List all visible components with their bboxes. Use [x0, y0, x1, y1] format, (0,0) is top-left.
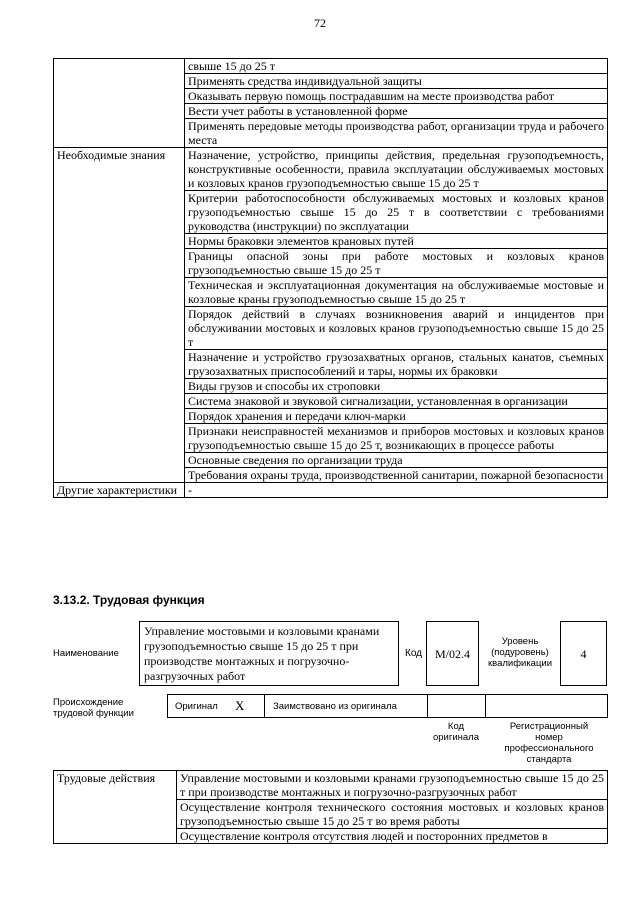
table-cell: Критерии работоспособности обслуживаемых мостовых и козловых кранов грузоподъемностью свыше 15 до 25 т в соответствии с требованиями руководства (инструкции) по эксплуатации	[185, 191, 608, 234]
table-cell: Виды грузов и способы их строповки	[185, 379, 608, 394]
code-label: Код	[405, 648, 423, 659]
original-label: Оригинал	[175, 701, 218, 712]
table-cell: Управление мостовыми и козловыми кранами грузоподъемностью свыше 15 до 25 т при производстве монтажных и погрузочно-разгрузочных работ	[177, 771, 608, 800]
table-cell: Осуществление контроля отсутствия людей и посторонних предметов в	[177, 829, 608, 844]
table-cell: Оказывать первую помощь пострадавшим на месте производства работ	[185, 89, 608, 104]
function-code-box: М/02.4	[426, 621, 479, 686]
origin-label: Происхождение трудовой функции	[53, 697, 134, 719]
qualification-level-box: 4	[560, 621, 607, 686]
table-cell: Вести учет работы в установленной форме	[185, 104, 608, 119]
table-cell: свыше 15 до 25 т	[185, 59, 608, 74]
table-cell: Назначение, устройство, принципы действия, предельная грузоподъемность, конструктивные особенности, правила эксплуатации обслуживаемых мостовых и козловых кранов грузоподъемностью свыше 15 до 25 т	[185, 148, 608, 191]
table-row	[54, 59, 608, 74]
table-cell: Применять средства индивидуальной защиты	[185, 74, 608, 89]
table-cell: Требования охраны труда, производственной санитарии, пожарной безопасности	[185, 468, 608, 483]
table-row	[54, 148, 608, 191]
code-original-caption: Код оригинала	[432, 721, 479, 743]
table-cell: Осуществление контроля технического состояния мостовых и козловых кранов грузоподъемностью свыше 15 до 25 т во время работы	[177, 800, 608, 829]
table-cell: Признаки неисправностей механизмов и приборов мостовых и козловых кранов грузоподъемностью свыше 15 до 25 т, возникающих в процессе работы	[185, 424, 608, 453]
table-cell: Нормы браковки элементов крановых путей	[185, 234, 608, 249]
level-label: Уровень (подуровень) квалификации	[487, 636, 553, 669]
table-cell: Порядок действий в случаях возникновения аварий и инцидентов при обслуживании мостовых и козловых кранов грузоподъемностью свыше 15 до 25 т	[185, 307, 608, 350]
registration-number-caption: Регистрационный номер профессионального стандарта	[504, 721, 594, 765]
divider	[427, 694, 428, 718]
knowledge-label: Необходимые знания	[54, 148, 185, 483]
table-cell: Техническая и эксплуатационная документация на обслуживаемые мостовые и козловые краны грузоподъемностью свыше 15 до 25 т	[185, 278, 608, 307]
labor-actions-table	[53, 770, 608, 844]
table-cell: Система знаковой и звуковой сигнализации, установленная в организации	[185, 394, 608, 409]
name-label: Наименование	[53, 648, 119, 659]
table-cell: -	[185, 483, 608, 498]
table-cell: Основные сведения по организации труда	[185, 453, 608, 468]
skills-knowledge-table	[53, 58, 608, 498]
borrowed-label: Заимствовано из оригинала	[273, 701, 397, 712]
page-number: 72	[314, 16, 326, 30]
table-row	[54, 771, 608, 800]
divider	[264, 694, 265, 718]
table-cell: Порядок хранения и передачи ключ-марки	[185, 409, 608, 424]
divider	[485, 694, 486, 718]
function-name-box: Управление мостовыми и козловыми кранами грузоподъемностью свыше 15 до 25 т при производстве монтажных и погрузочно-разгрузочных работ	[139, 621, 399, 686]
table-row	[54, 483, 608, 498]
table-cell: Границы опасной зоны при работе мостовых и козловых кранов грузоподъемностью свыше 15 до 25 т	[185, 249, 608, 278]
table-cell: Назначение и устройство грузозахватных органов, стальных канатов, съемных грузозахватных приспособлений и тары, нормы их браковки	[185, 350, 608, 379]
section-title: 3.13.2. Трудовая функция	[53, 593, 205, 607]
table-cell: Применять передовые методы производства работ, организации труда и рабочего места	[185, 119, 608, 148]
labor-actions-label: Трудовые действия	[54, 771, 177, 844]
original-mark: X	[235, 698, 245, 713]
other-characteristics-label: Другие характеристики	[54, 483, 185, 498]
